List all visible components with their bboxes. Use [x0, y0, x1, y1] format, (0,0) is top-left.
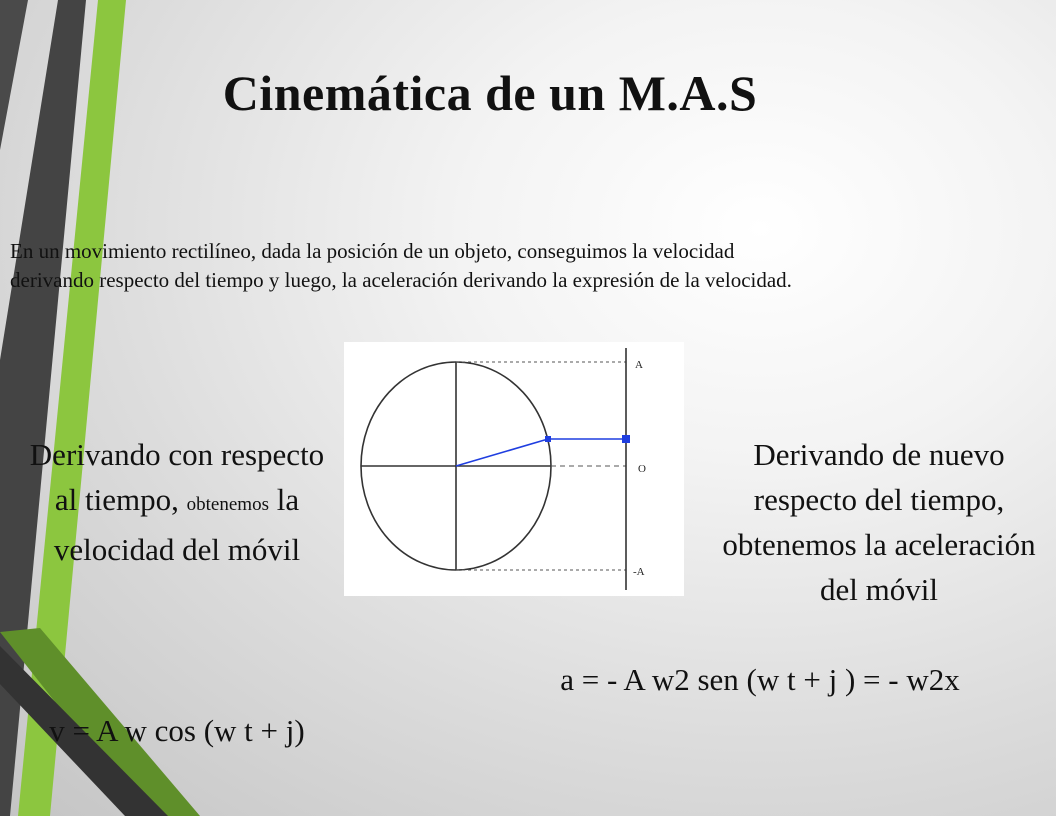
velocity-text-a: Derivando con respecto al tiempo,: [29, 437, 325, 517]
label-amplitude-top: A: [635, 359, 643, 371]
velocity-text-b: la velocidad del móvil: [53, 482, 301, 567]
velocity-text-small: obtenemos: [186, 494, 269, 515]
slide-title: Cinemática de un M.A.S: [222, 65, 758, 121]
acceleration-description: Derivando de nuevo respecto del tiempo, obtenemos la aceleración del móvil: [722, 437, 1036, 607]
label-origin: O: [638, 463, 646, 475]
label-amplitude-bottom: -A: [633, 566, 645, 578]
circle-projection-diagram: [344, 342, 684, 596]
radius-vector: [456, 439, 548, 466]
circle-point-marker: [545, 436, 551, 442]
velocity-description: [22, 432, 332, 572]
intro-line-2: derivando respecto del tiempo y luego, la aceleración derivando la expresión de la velocidad.: [10, 268, 792, 292]
projection-point-marker: [622, 435, 630, 443]
velocity-equation: v = A w cos (w t + j): [49, 713, 305, 748]
intro-paragraph: [10, 237, 1050, 295]
acceleration-equation: a = - A w2 sen (w t + j ) = - w2x: [560, 662, 960, 697]
intro-line-1: En un movimiento rectilíneo, dada la posición de un objeto, conseguimos la velocidad: [10, 239, 735, 263]
